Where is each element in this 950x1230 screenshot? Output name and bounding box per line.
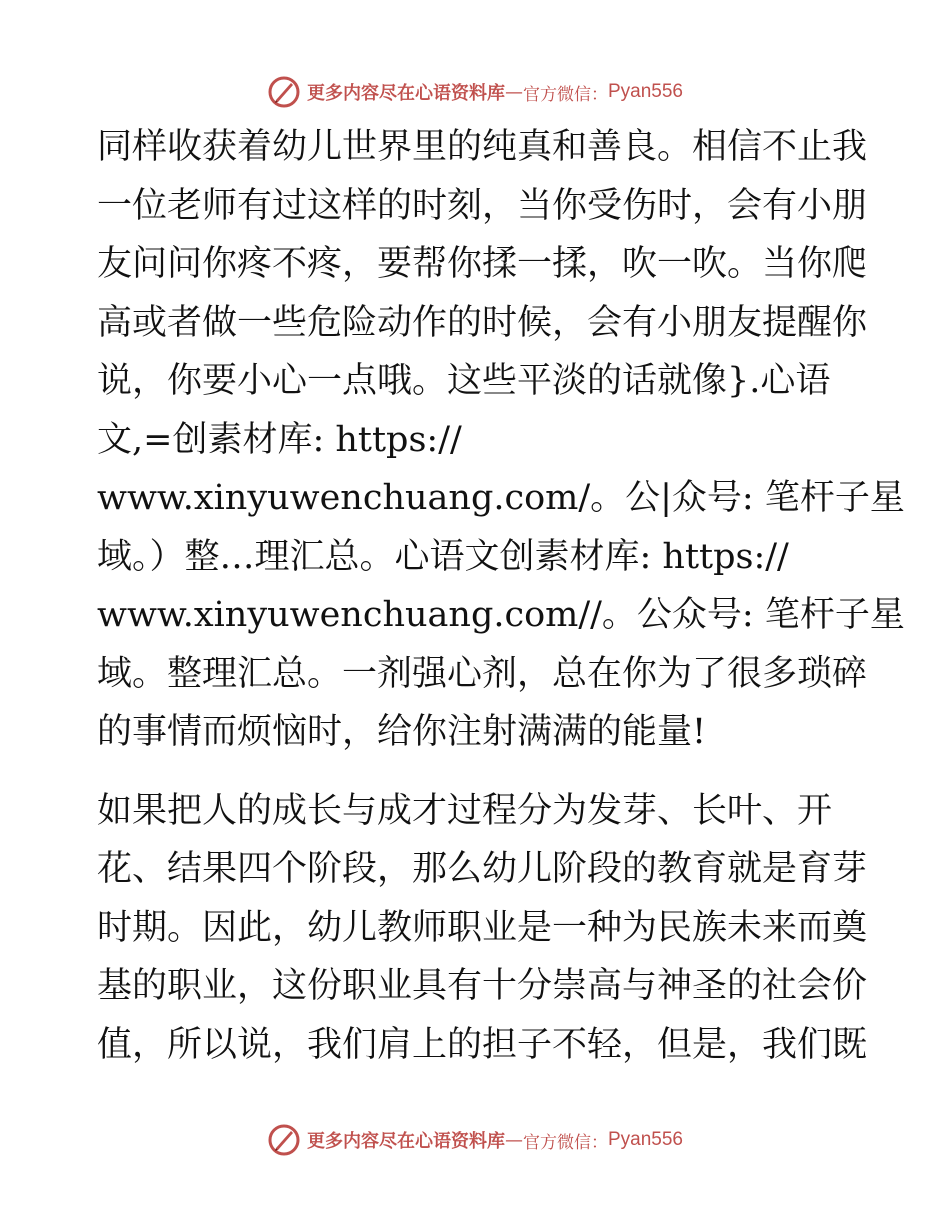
banner-dash: —	[504, 1129, 523, 1151]
text-line: 同样收获着幼儿世界里的纯真和善良。相信不止我	[97, 127, 868, 167]
quill-logo-icon	[267, 75, 301, 109]
text-line: 如果把人的成长与成才过程分为发芽、长叶、开	[97, 790, 833, 831]
paragraph-2	[97, 782, 868, 1075]
banner-brand-text: 更多内容尽在心语资料库	[306, 83, 505, 104]
text-line: 一位老师有过这样的时刻，当你受伤时，会有小朋	[97, 185, 868, 226]
banner-dash: —	[504, 81, 523, 103]
footer-banner	[0, 1120, 950, 1160]
quill-logo-icon	[267, 1123, 301, 1157]
text-line: 友问问你疼不疼，要帮你揉一揉，吹一吹。当你爬	[97, 244, 868, 284]
text-line: 域。）整…理汇总。心语文创素材库: https://	[97, 536, 789, 577]
text-line: 时期。因此，幼儿教师职业是一种为民族未来而奠	[97, 907, 868, 948]
text-line: 值，所以说，我们肩上的担子不轻，但是，我们既	[97, 1024, 868, 1065]
banner-wechat-label: 官方微信：	[522, 1132, 608, 1153]
text-line: www.xinyuwenchuang.com//。公众号: 笔杆子星	[97, 595, 905, 635]
banner-wechat-id: Pyan556	[607, 1129, 683, 1150]
banner-wechat-label: 官方微信：	[522, 84, 608, 105]
body-text	[97, 118, 905, 1074]
text-line: 说，你要小心一点哦。这些平淡的话就像}.心语	[97, 361, 831, 401]
banner-brand-text: 更多内容尽在心语资料库	[306, 1131, 505, 1152]
text-line: www.xinyuwenchuang.com/。公|众号: 笔杆子星	[97, 478, 905, 518]
text-line: 域。整理汇总。一剂强心剂，总在你为了很多琐碎	[97, 653, 868, 694]
header-banner	[0, 72, 950, 112]
text-line: 的事情而烦恼时，给你注射满满的能量!	[97, 712, 707, 752]
text-line: 基的职业，这份职业具有十分崇高与神圣的社会价	[97, 966, 868, 1006]
paragraph-1	[97, 118, 905, 762]
text-line: 文,=创素材库: https://	[97, 419, 462, 460]
banner-wechat-id: Pyan556	[607, 81, 683, 102]
text-line: 高或者做一些危险动作的时候，会有小朋友提醒你	[97, 302, 868, 343]
text-line: 花、结果四个阶段，那么幼儿阶段的教育就是育芽	[97, 849, 868, 889]
